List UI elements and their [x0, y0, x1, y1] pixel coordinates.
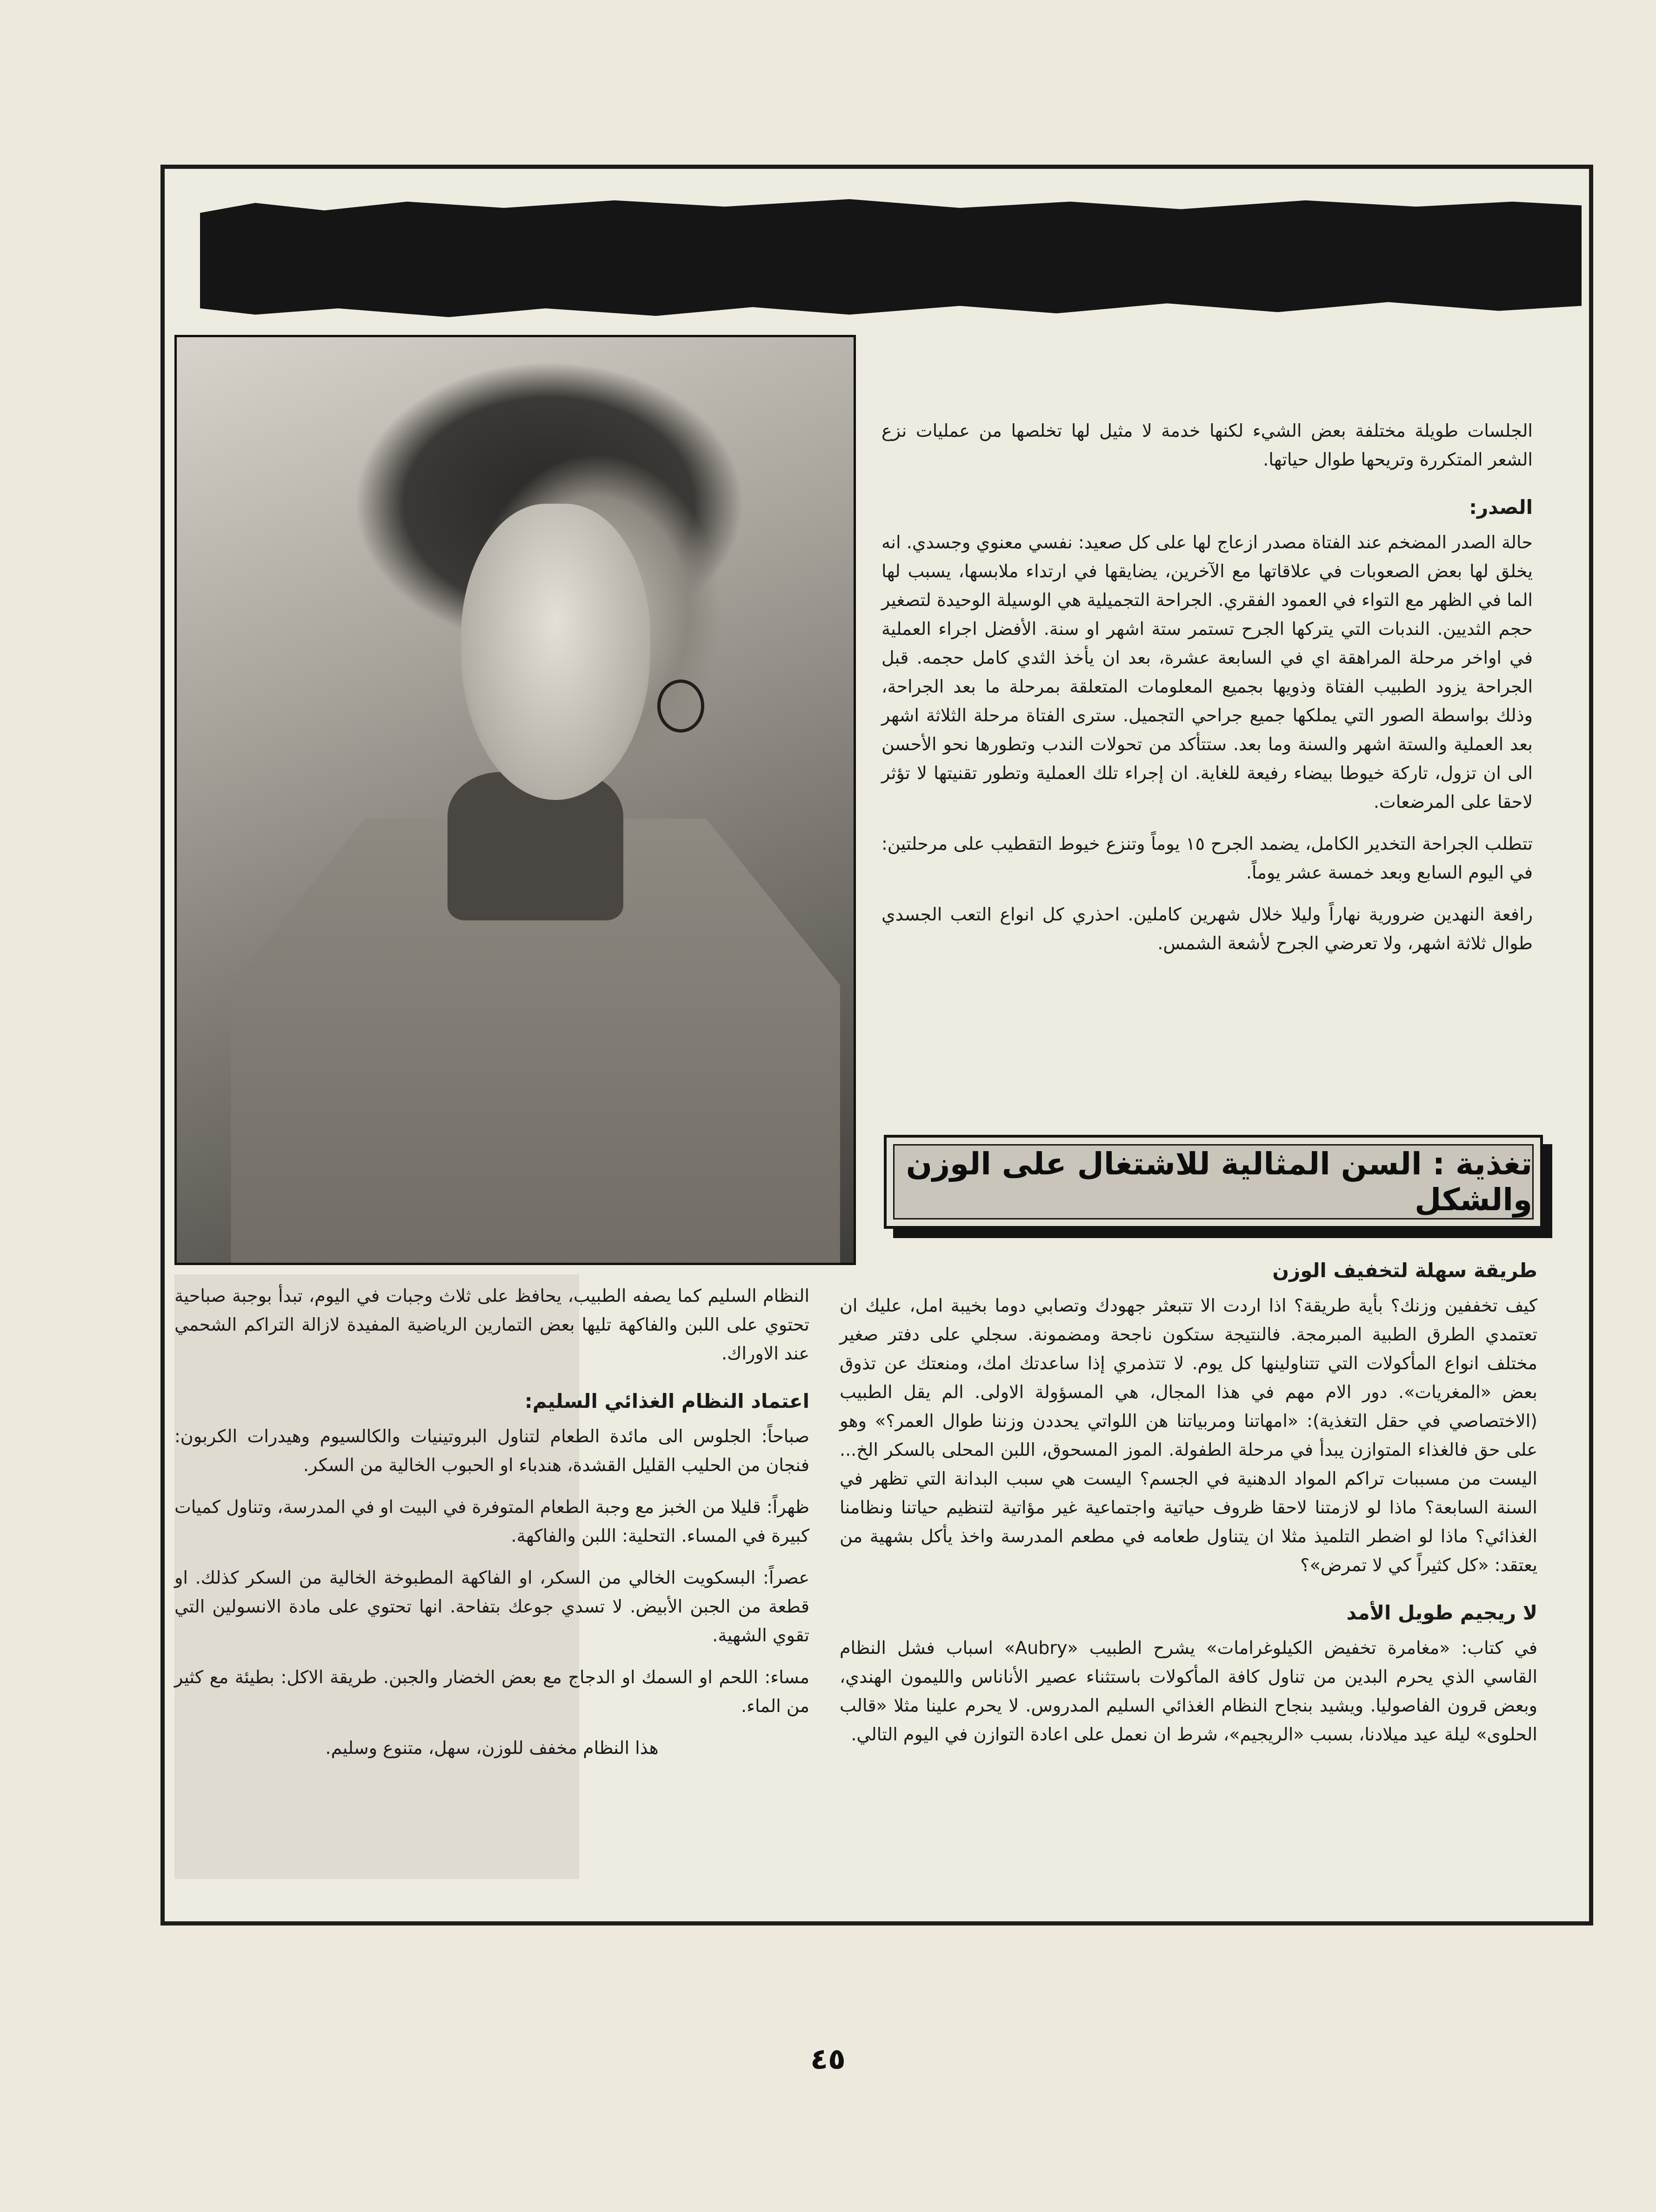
- long-diet-paragraph: في كتاب: «مغامرة تخفيض الكيلوغرامات» يشرح الطبيب «Aubry» اسباب فشل النظام القاسي الذي يحرم البدين من تناول كافة المأكولات باستثناء عصير الأناناس والليمون الهندي، وبعض قرون الفاصوليا. ويشيد بنجاح النظام الغذائي السليم المدروس. لا يحرم علينا مثلا «قالب الحلوى» ليلة عيد ميلادنا، بسبب «الريجيم»، شرط ان نعمل على اعادة التوازن في اليوم التالي.: [840, 1638, 1537, 1745]
- weight-loss-heading: طريقة سهلة لتخفيف الوزن: [1272, 1259, 1537, 1282]
- weight-loss-paragraph: كيف تخففين وزنك؟ بأية طريقة؟ اذا اردت الا تتبعثر جهودك وتصابي دوما بخيبة امل، عليك ان تعتمدي الطرق الطبية المبرمجة. فالنتيجة ستكون ناجحة ومضمونة. سجلي على دفتر صغير مختلف انواع المأكولات التي تتناولينها كل يوم. لا تتذمري إذا ساعدتك امك، ومنعتك عن تذوق بعض «المغريات». دور الام مهم في هذا المجال، هي المسؤولة الاولى. الم يقل الطبيب (الاختصاصي في حقل التغذية): «امهاتنا ومربياتنا هن اللواتي يحددن وزننا طوال العمر؟» وهو على حق فالغذاء المتوازن يبدأ في مرحلة الطفولة. الموز المسحوق، اللبن المحلى بالسكر الخ... اليست من مسببات تراكم المواد الدهنية في الجسم؟ اليست هي سبب البدانة التي تظهر في السنة السابعة؟ ماذا لو لازمتنا لاحقا ظروف حياتية واجتماعية غير مؤاتية لتنظيم حياتنا ونظامنا الغذائي؟ ماذا لو اضطر التلميذ مثلا ان يتناول طعامه في مطعم المدرسة واخذ يأكل بشهية من يعتقد: «كل كثيراً كي لا تمرض»؟: [840, 1295, 1537, 1575]
- chest-heading: الصدر:: [1469, 496, 1533, 519]
- section-title-box: [884, 1135, 1543, 1229]
- meal-morning: صباحاً: الجلوس الى مائدة الطعام لتناول البروتينيات والكالسيوم وهيدرات الكربون: فنجان من الحليب القليل القشدة، هندباء او الحبوب الخالية من السكر.: [174, 1426, 809, 1475]
- chest-paragraph-2: تتطلب الجراحة التخدير الكامل، يضمد الجرح ١٥ يوماً وتنزع خيوط التقطيب على مرحلتين: في اليوم السابع وبعد خمسة عشر يوماً.: [881, 833, 1533, 883]
- chest-paragraph-1: حالة الصدر المضخم عند الفتاة مصدر ازعاج لها على كل صعيد: نفسي معنوي وجسدي. انه يخلق لها بعض الصعوبات في علاقاتها مع الآخرين، يضايقها في ارتداء ملابسها، يسبب لها الما في الظهر مع التواء في العمود الفقري. الجراحة التجميلية هي الوسيلة الوحيدة لتصغير حجم الثديين. الندبات التي يتركها الجرح تستمر ستة اشهر او سنة. الأفضل اجراء العملية في اواخر مرحلة المراهقة اي في السابعة عشرة، بعد ان يأخذ الثدي كامل حجمه. قبل الجراحة يزود الطبيب الفتاة وذويها بجميع المعلومات المتعلقة بمرحلة ما بعد الجراحة، وذلك بواسطة الصور التي يملكها جميع جراحي التجميل. سترى الفتاة مرحلة الثلاثة اشهر بعد العملية والستة اشهر والسنة وما بعد. ستتأكد من تحولات الندب وتطورها نحو الأحسن الى ان تزول، تاركة خيوطا بيضاء رفيعة للغاية. ان إجراء تلك العملية وتطور تقنيتها لا تؤثر لاحقا على المرضعات.: [881, 532, 1533, 812]
- closing-line: هذا النظام مخفف للوزن، سهل، متنوع وسليم.: [325, 1738, 659, 1758]
- hoop-earring-shape: [657, 680, 704, 733]
- left-column: [174, 1281, 809, 1775]
- intro-paragraph: الجلسات طويلة مختلفة بعض الشيء لكنها خدمة لا مثيل لها تخلصها من عمليات نزع الشعر المتكررة وتريحها طوال حياتها.: [881, 420, 1533, 470]
- healthy-diet-intro: النظام السليم كما يصفه الطبيب، يحافظ على ثلاث وجبات في اليوم، تبدأ بوجبة صباحية تحتوي على اللبن والفاكهة تليها بعض التمارين الرياضية المفيدة لازالة التراكم الشحمي عند الاوراك.: [174, 1286, 809, 1364]
- healthy-diet-heading: اعتماد النظام الغذائي السليم:: [524, 1390, 809, 1412]
- torn-paper-banner: [200, 195, 1582, 321]
- woman-portrait-photo: [174, 335, 856, 1265]
- face-shape: [461, 504, 650, 800]
- page-number: ٤٥: [810, 2042, 846, 2076]
- long-diet-heading: لا ريجيم طويل الأمد: [1346, 1601, 1537, 1624]
- meal-noon: ظهراً: قليلا من الخبز مع وجبة الطعام المتوفرة في البيت او في المدرسة، وتناول كميات كبيرة في المساء. التحلية: اللبن والفاكهة.: [174, 1497, 809, 1546]
- meal-evening: مساء: اللحم او السمك او الدجاج مع بعض الخضار والجبن. طريقة الاكل: بطيئة مع كثير من الماء.: [174, 1667, 809, 1716]
- right-column-lower: [840, 1256, 1537, 1762]
- meal-afternoon: عصراً: البسكويت الخالي من السكر، او الفاكهة المطبوخة الخالية من السكر كذلك. او قطعة من الجبن الأبيض. لا تسدي جوعك بتفاحة. انها تحتوي على مادة الانسولين التي تقوي الشهية.: [174, 1567, 809, 1646]
- right-column-upper: [881, 416, 1533, 971]
- section-title: تغذية : السن المثالية للاشتغال على الوزن والشكل: [893, 1144, 1534, 1219]
- chest-paragraph-3: رافعة النهدين ضرورية نهاراً وليلا خلال شهرين كاملين. احذري كل انواع التعب الجسدي طوال ثلاثة اشهر، ولا تعرضي الجرح لأشعة الشمس.: [881, 904, 1533, 953]
